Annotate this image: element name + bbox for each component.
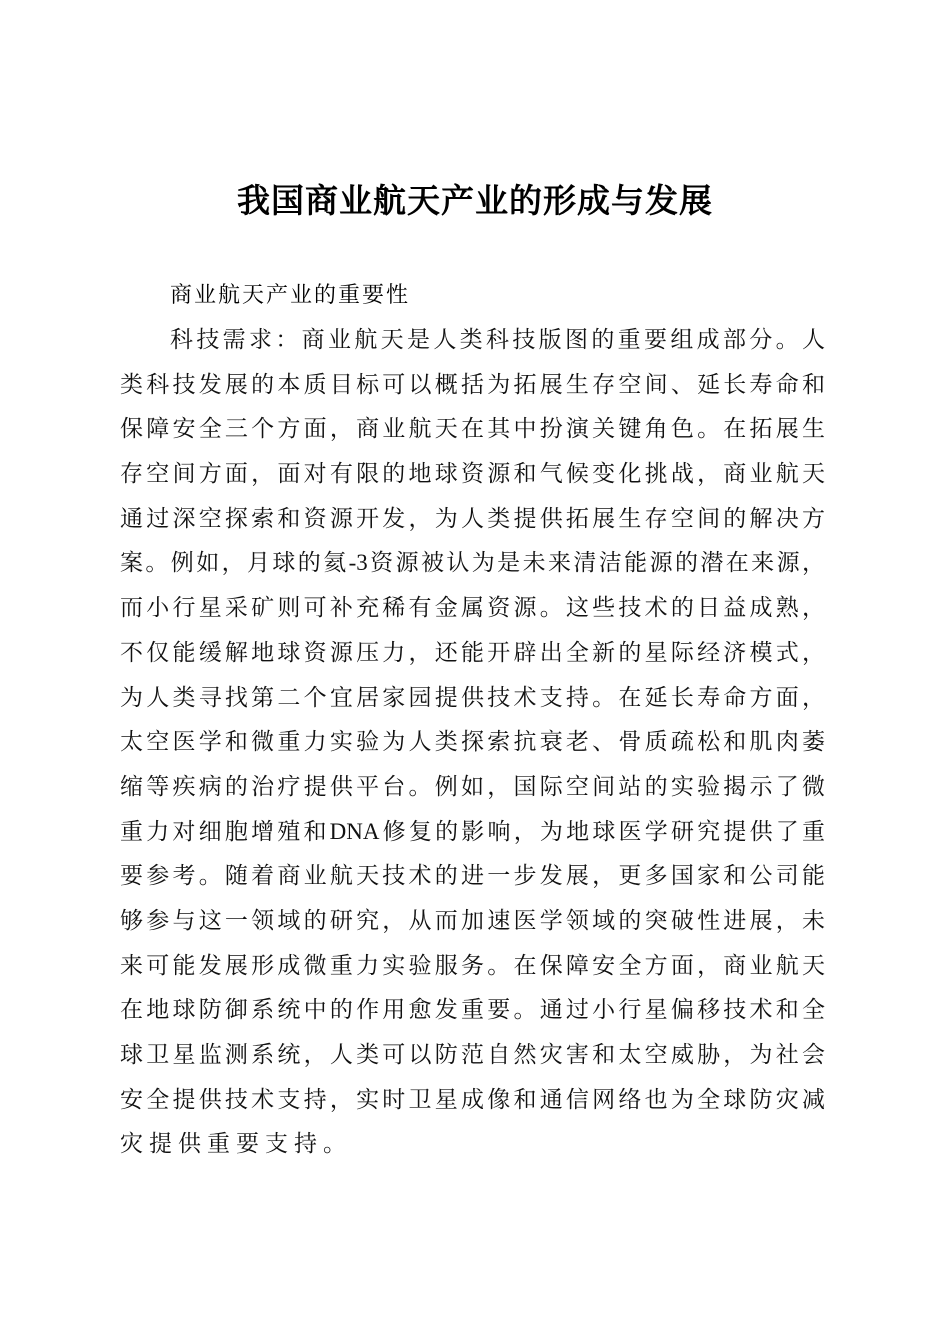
body-line: 科技需求：商业航天是人类科技版图的重要组成部分。人 — [170, 327, 825, 352]
body-paragraph — [120, 318, 825, 1167]
section-heading: 商业航天产业的重要性 — [170, 283, 411, 308]
body-line: 够参与这一领域的研究，从而加速医学领域的突破性进展，未 — [120, 907, 825, 933]
body-line: 通过深空探索和资源开发，为人类提供拓展生存空间的解决方 — [120, 505, 825, 531]
body-line: 重力对细胞增殖和DNA修复的影响，为地球医学研究提供了重 — [120, 818, 825, 844]
body-line: 为人类寻找第二个宜居家园提供技术支持。在延长寿命方面， — [120, 684, 825, 710]
body-line: 类科技发展的本质目标可以概括为拓展生存空间、延长寿命和 — [120, 371, 825, 397]
body-line: 灾提供重要支持。 — [120, 1131, 352, 1157]
body-line: 来可能发展形成微重力实验服务。在保障安全方面，商业航天 — [120, 952, 825, 978]
body-line: 球卫星监测系统，人类可以防范自然灾害和太空威胁，为社会 — [120, 1042, 825, 1067]
document-title: 我国商业航天产业的形成与发展 — [237, 181, 713, 220]
body-line: 案。例如，月球的氦-3资源被认为是未来清洁能源的潜在来源， — [120, 550, 825, 576]
body-line: 太空医学和微重力实验为人类探索抗衰老、骨质疏松和肌肉萎 — [120, 729, 825, 755]
body-line: 在地球防御系统中的作用愈发重要。通过小行星偏移技术和全 — [120, 997, 825, 1023]
body-line: 存空间方面，面对有限的地球资源和气候变化挑战，商业航天 — [120, 461, 825, 487]
body-line: 安全提供技术支持，实时卫星成像和通信网络也为全球防灾减 — [120, 1086, 825, 1112]
body-line: 不仅能缓解地球资源压力，还能开辟出全新的星际经济模式， — [120, 639, 825, 665]
body-line: 而小行星采矿则可补充稀有金属资源。这些技术的日益成熟， — [120, 595, 825, 621]
body-line: 要参考。随着商业航天技术的进一步发展，更多国家和公司能 — [120, 863, 825, 889]
body-line: 保障安全三个方面，商业航天在其中扮演关键角色。在拓展生 — [120, 416, 825, 442]
body-line: 缩等疾病的治疗提供平台。例如，国际空间站的实验揭示了微 — [120, 773, 825, 799]
